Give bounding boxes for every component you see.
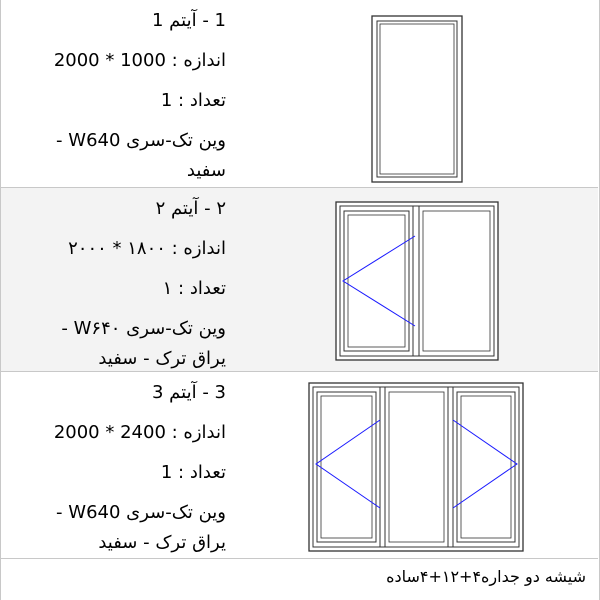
item-1-profile: وین تک-سری W640 -: [56, 130, 226, 151]
glass-note-row: [1, 558, 598, 600]
item-3-details: [6, 372, 226, 559]
item-3-color: یراق ترک - سفید: [98, 532, 226, 553]
item-1-color: سفید: [186, 160, 226, 181]
item-row-2: [1, 187, 598, 371]
item-2-details: [6, 188, 226, 372]
item-3-size: اندازه : 2400 * 2000: [53, 422, 226, 443]
item-3-count: تعداد : 1: [160, 462, 226, 483]
item-2-size: اندازه : ۱۸۰۰ * ۲۰۰۰: [68, 238, 226, 259]
item-2-color: یراق ترک - سفید: [98, 348, 226, 369]
item-2-profile: وین تک-سری W۶۴۰ -: [61, 318, 226, 339]
item-1-size: اندازه : 1000 * 2000: [53, 50, 226, 71]
item-3-title: 3 - آیتم 3: [152, 382, 226, 403]
item-1-title: 1 - آیتم 1: [152, 10, 226, 31]
item-row-1: [1, 0, 598, 187]
item-row-3: [1, 371, 598, 558]
item-2-window-drawing: [335, 201, 499, 361]
item-1-details: [6, 0, 226, 187]
item-2-title: ۲ - آیتم ۲: [155, 198, 226, 219]
item-1-count: تعداد : 1: [160, 90, 226, 111]
item-3-profile: وین تک-سری W640 -: [56, 502, 226, 523]
glass-note: شیشه دو جداره۴+۱۲+۴ساده: [386, 567, 586, 586]
item-2-count: تعداد : ۱: [162, 278, 226, 299]
item-1-window-drawing: [371, 15, 463, 183]
item-3-window-drawing: [308, 382, 524, 552]
